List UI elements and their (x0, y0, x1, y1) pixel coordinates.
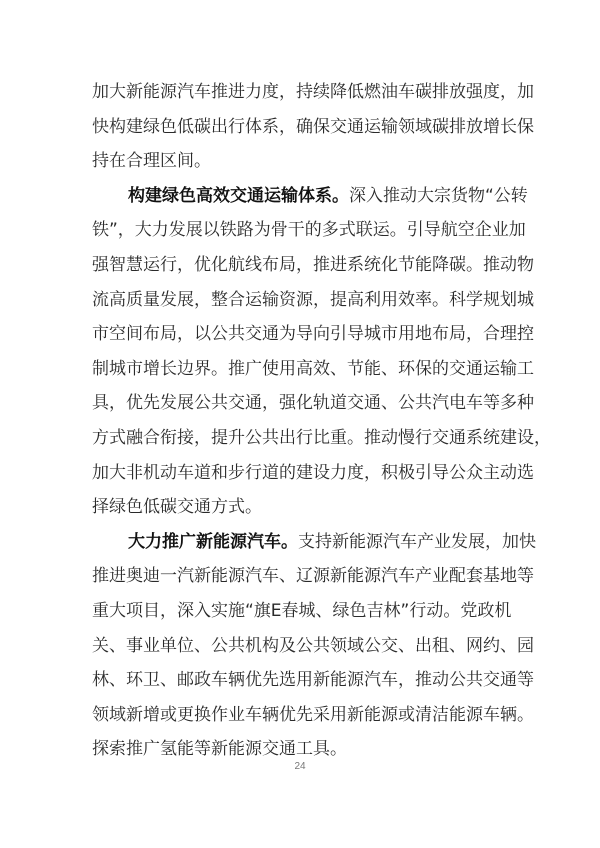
text-line (92, 386, 534, 421)
text-line (92, 75, 534, 110)
line-text: 铁”，大力发展以铁路为骨干的多式联运。引导航空企业加 (92, 220, 526, 241)
text-line (92, 283, 534, 318)
line-text: 林、环卫、邮政车辆优先选用新能源汽车，推动公共交通等 (92, 670, 534, 691)
text-line (92, 352, 534, 387)
line-text: 推进奥迪一汽新能源汽车、辽源新能源汽车产业配套基地等 (92, 566, 534, 587)
line-text: 市空间布局，以公共交通为导向引导城市用地布局，合理控 (92, 324, 534, 345)
text-line (92, 144, 509, 179)
text-line (92, 629, 534, 664)
line-text: 加大非机动车道和步行道的建设力度，积极引导公众主动选 (92, 462, 534, 483)
line-text: 加大新能源汽车推进力度，持续降低燃油车碳排放强度，加 (92, 82, 534, 102)
text-line (92, 317, 534, 352)
line-text: 流高质量发展，整合运输资源，提高利用效率。科学规划城 (92, 289, 534, 310)
text-line (92, 421, 551, 456)
text-line (92, 110, 534, 145)
text-line (92, 490, 509, 525)
line-text: 领域新增或更换作业车辆优先采用新能源或清洁能源车辆。 (92, 704, 534, 725)
line-text: 制城市增长边界。推广使用高效、节能、环保的交通运输工 (92, 358, 534, 379)
line-text: 支持新能源汽车产业发展，加快 (298, 531, 536, 552)
line-text: 持在合理区间。 (92, 151, 211, 172)
page-number: 24 (294, 761, 306, 772)
paragraph-heading: 大力推广新能源汽车。 (128, 531, 298, 552)
paragraph-heading: 构建绿色高效交通运输体系。 (128, 185, 349, 206)
text-line (92, 594, 512, 629)
line-text: 深入推动大宗货物“公转 (349, 185, 528, 206)
paragraph (92, 179, 551, 525)
text-line (92, 698, 534, 733)
text-line (92, 663, 534, 698)
line-text: 方式融合衔接，提升公共出行比重。推动慢行交通系统建设， (92, 427, 551, 448)
text-line (92, 525, 536, 560)
line-text: 具，优先发展公共交通，强化轨道交通、公共汽电车等多种 (92, 393, 534, 414)
paragraph (92, 525, 536, 767)
line-text: 关、事业单位、公共机构及公共领域公交、出租、网约、园 (92, 635, 534, 656)
line-text: 重大项目，深入实施“旗E春城、绿色吉林”行动。党政机 (92, 600, 512, 621)
text-line (92, 213, 526, 248)
text-line (92, 559, 534, 594)
line-text: 快构建绿色低碳出行体系，确保交通运输领域碳排放增长保 (92, 116, 534, 137)
line-text: 探索推广氢能等新能源交通工具。 (92, 739, 347, 760)
line-text: 择绿色低碳交通方式。 (92, 497, 262, 518)
text-line (92, 179, 528, 214)
text-line (92, 456, 534, 491)
paragraph (92, 75, 534, 179)
text-line (92, 248, 534, 283)
document-body (92, 75, 551, 767)
line-text: 强智慧运行，优化航线布局，推进系统化节能降碳。推动物 (92, 254, 534, 275)
